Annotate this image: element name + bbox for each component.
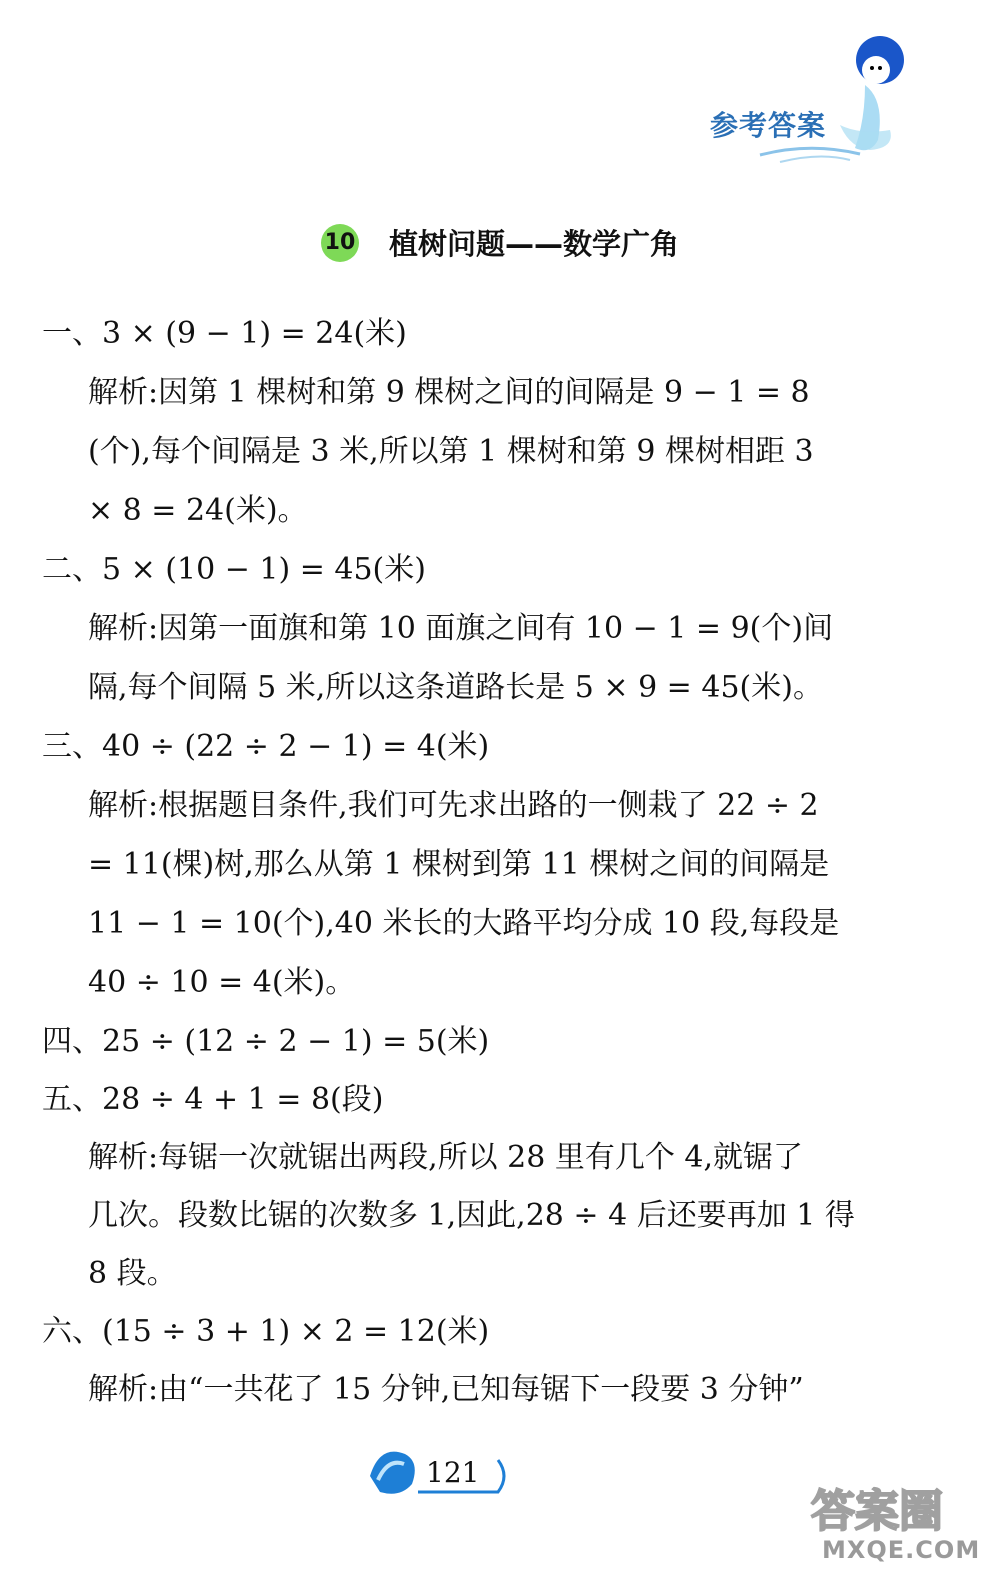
question-4-answer: 四、25 ÷ (12 ÷ 2 − 1) = 5(米): [42, 1024, 490, 1059]
question-2-answer: 二、5 × (10 − 1) = 45(米): [42, 552, 426, 587]
page-number: 121: [426, 1456, 480, 1489]
question-1-explanation-line-2: (个),每个间隔是 3 米,所以第 1 棵树和第 9 棵树相距 3: [88, 434, 814, 469]
question-3-explanation-line-2: = 11(棵)树,那么从第 1 棵树到第 11 棵树之间的间隔是: [88, 847, 830, 882]
question-5-explanation-line-3: 8 段。: [88, 1256, 177, 1291]
chapter-title: [0, 222, 1000, 263]
header-label: 参考答案: [710, 109, 827, 142]
question-3-explanation-line-1: 解析:根据题目条件,我们可先求出路的一侧栽了 22 ÷ 2: [88, 788, 819, 823]
question-3-explanation-line-4: 40 ÷ 10 = 4(米)。: [88, 965, 356, 1000]
question-2-explanation-line-1: 解析:因第一面旗和第 10 面旗之间有 10 − 1 = 9(个)间: [88, 611, 834, 646]
chapter-number-badge: 10: [321, 224, 359, 262]
question-5-explanation-line-2: 几次。段数比锯的次数多 1,因此,28 ÷ 4 后还要再加 1 得: [88, 1198, 855, 1233]
question-5-answer: 五、28 ÷ 4 + 1 = 8(段): [42, 1082, 384, 1117]
question-1-explanation-line-1: 解析:因第 1 棵树和第 9 棵树之间的间隔是 9 − 1 = 8: [88, 375, 810, 410]
watermark-text: MXQE.COM: [822, 1536, 981, 1564]
question-1-explanation-line-3: × 8 = 24(米)。: [88, 493, 308, 528]
question-3-answer: 三、40 ÷ (22 ÷ 2 − 1) = 4(米): [42, 729, 490, 764]
question-2-explanation-line-2: 隔,每个间隔 5 米,所以这条道路长是 5 × 9 = 45(米)。: [88, 670, 823, 705]
svg-text:答案圈: 答案圈: [811, 1486, 943, 1537]
question-5-explanation-line-1: 解析:每锯一次就锯出两段,所以 28 里有几个 4,就锯了: [88, 1140, 804, 1175]
question-1-answer: 一、3 × (9 − 1) = 24(米): [42, 316, 407, 351]
question-6-explanation-line-1: 解析:由“一共花了 15 分钟,已知每锯下一段要 3 分钟”: [88, 1372, 804, 1407]
question-3-explanation-line-3: 11 − 1 = 10(个),40 米长的大路平均分成 10 段,每段是: [88, 906, 840, 941]
chapter-title-text: 植树问题——数学广角: [388, 227, 679, 261]
question-6-answer: 六、(15 ÷ 3 + 1) × 2 = 12(米): [42, 1314, 490, 1349]
